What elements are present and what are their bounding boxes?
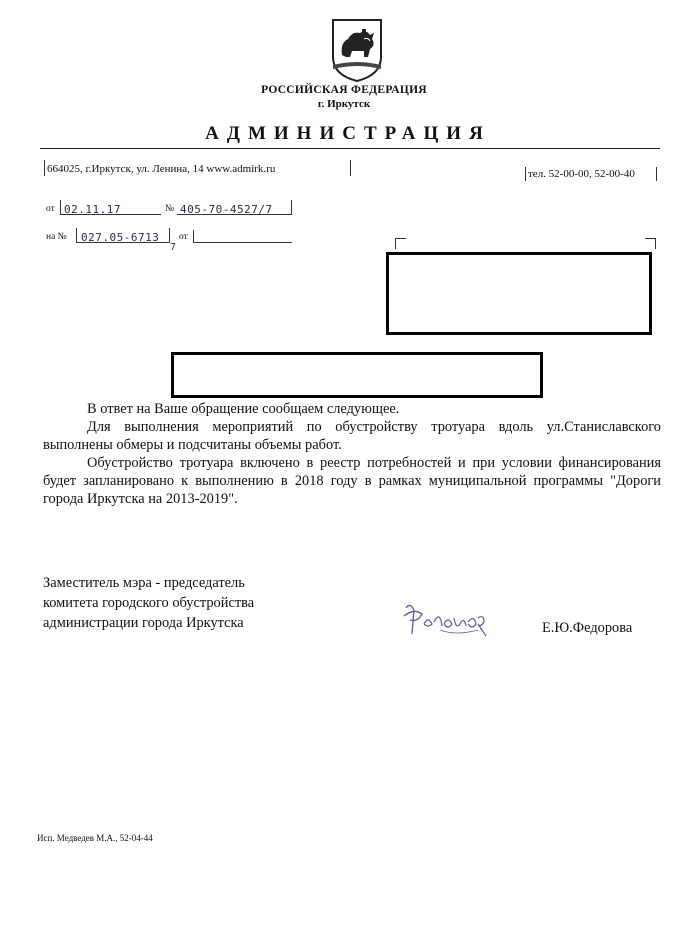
- country-name: РОССИЙСКАЯ ФЕДЕРАЦИЯ: [261, 84, 427, 96]
- body-paragraph: Для выполнения мероприятий по обустройству тротуара вдоль ул.Станиславского выполнены обмеры и подсчитаны объемы работ.: [43, 419, 661, 453]
- ref-field: [76, 228, 170, 243]
- number-label: №: [165, 204, 175, 214]
- executor-info: Исп. Медведев М.А., 52-04-44: [37, 833, 153, 843]
- ref-value: 027.05-6713: [81, 231, 160, 244]
- city-name: г. Иркутск: [317, 98, 371, 110]
- date-label: от: [46, 204, 55, 214]
- addressee-corner-left: [395, 238, 406, 249]
- date-value: 02.11.17: [64, 203, 121, 216]
- position-line: администрации города Иркутска: [43, 615, 244, 631]
- signatory-position: [43, 573, 254, 633]
- phone-bracket-left: [525, 167, 526, 181]
- redacted-addressee: [386, 252, 652, 335]
- ref-date-label: от: [179, 232, 188, 242]
- phone-bracket-right: [656, 167, 657, 181]
- position-line: комитета городского обустройства: [43, 595, 255, 611]
- redacted-salutation: [171, 352, 543, 398]
- signer-name: Е.Ю.Федорова: [542, 620, 633, 636]
- handwritten-signature: [400, 600, 492, 644]
- body-paragraph: Обустройство тротуара включено в реестр потребностей и при условии финансирования будет запланировано к выполнению в 2018 году в рамках муниципальной программы "Дороги города Иркутска на 2013-2019".: [43, 455, 661, 507]
- header-divider: [40, 148, 660, 149]
- ref-date-field: [193, 230, 292, 243]
- irkutsk-coat-of-arms-icon: [330, 17, 384, 83]
- addressee-corner-right: [645, 238, 656, 249]
- ref-label: на №: [46, 232, 67, 242]
- address-bracket-right: [350, 160, 351, 176]
- body-paragraph: В ответ на Ваше обращение сообщаем следующее.: [87, 401, 400, 417]
- date-field: [60, 200, 161, 215]
- address-line: 664025, г.Иркутск, ул. Ленина, 14 www.admirk.ru: [47, 163, 276, 175]
- page-title: АДМИНИСТРАЦИЯ: [205, 123, 491, 144]
- number-field: [177, 200, 292, 215]
- number-value: 405-70-4527/7: [180, 203, 273, 216]
- phone-line: тел. 52-00-00, 52-00-40: [528, 168, 635, 180]
- letter-body: [43, 400, 661, 508]
- position-line: Заместитель мэра - председатель: [43, 575, 245, 591]
- ref-suffix: 7: [170, 242, 177, 253]
- address-bracket-left: [44, 160, 45, 176]
